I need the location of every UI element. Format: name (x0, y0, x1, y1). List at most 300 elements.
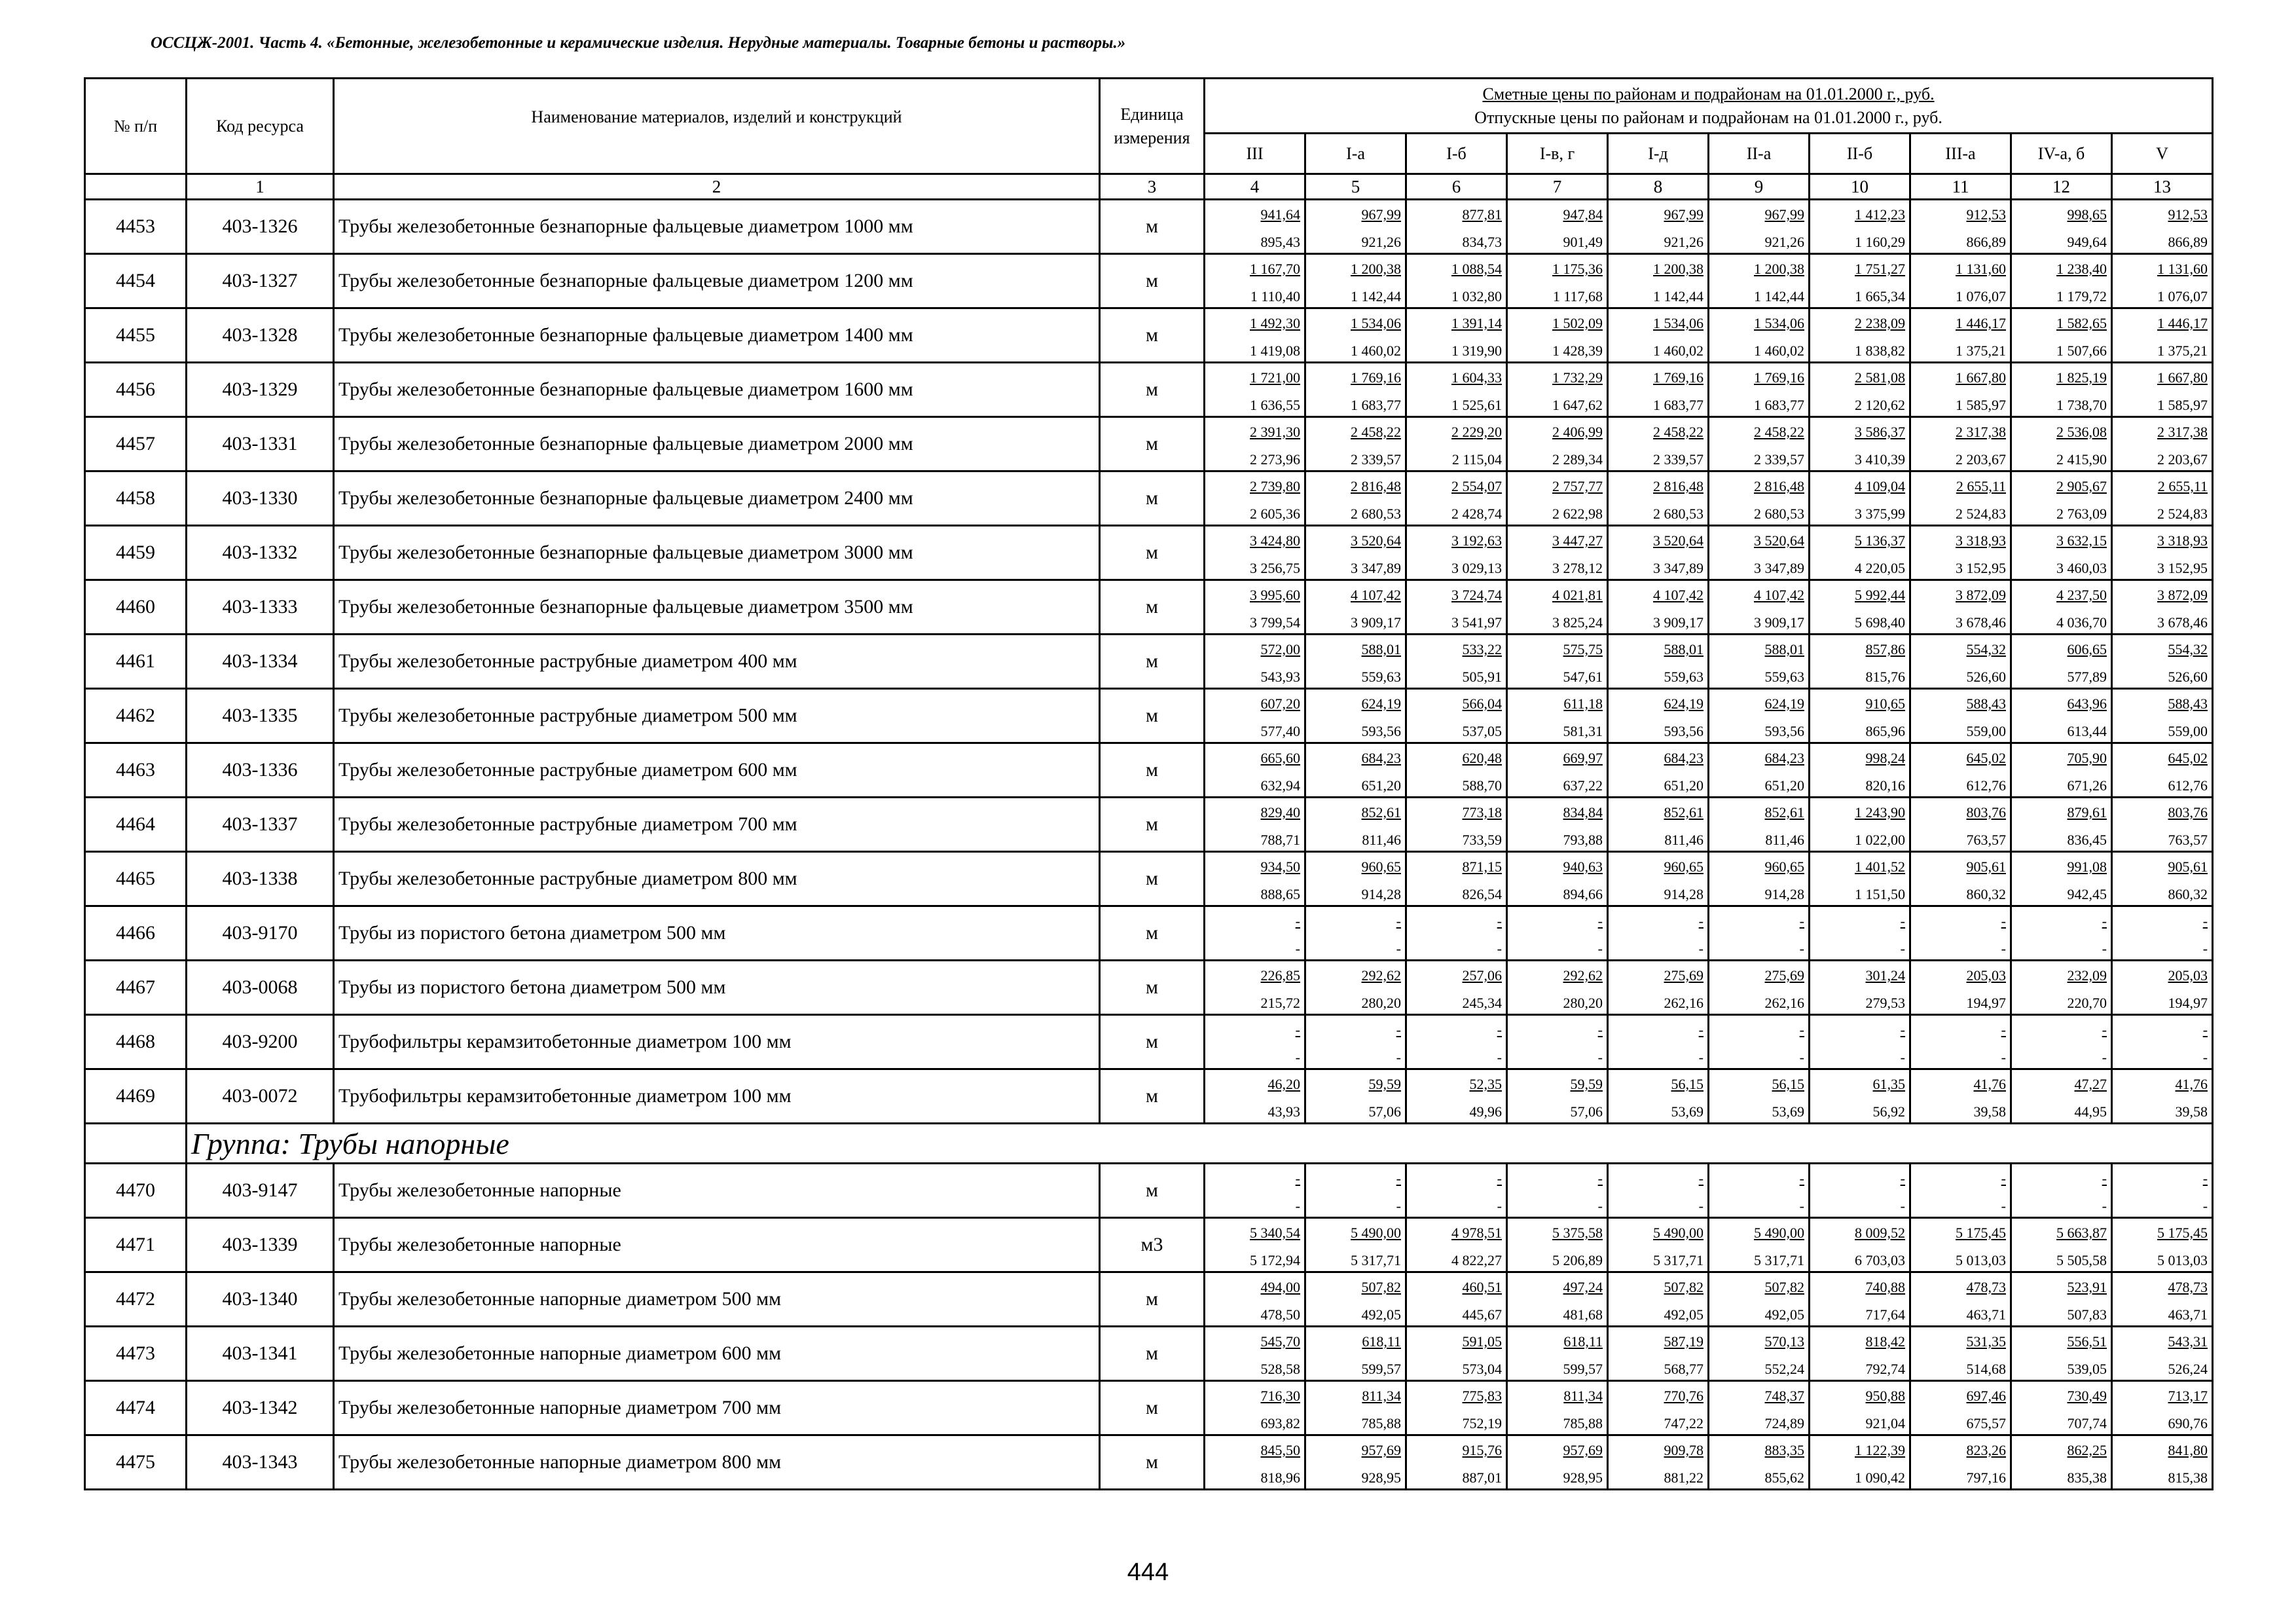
release-price: 2 680,53 (1754, 506, 1804, 522)
release-price: 949,64 (2067, 234, 2107, 250)
release-price: - (2001, 940, 2006, 957)
price-cell (1608, 1435, 1709, 1490)
estimate-price: 909,78 (1664, 1442, 1704, 1458)
table-row (85, 1069, 2213, 1124)
estimate-price: - (2102, 1022, 2107, 1038)
release-price: 44,95 (2074, 1103, 2107, 1120)
price-cell (1305, 743, 1406, 798)
estimate-price: 1 401,52 (1855, 858, 1905, 875)
resource-code: 403-1339 (187, 1218, 334, 1272)
price-cell (2011, 363, 2112, 417)
estimate-price: 748,37 (1764, 1388, 1804, 1404)
release-price: 3 152,95 (2157, 560, 2208, 576)
release-price: 505,91 (1462, 669, 1502, 685)
estimate-price: 1 200,38 (1653, 261, 1704, 277)
estimate-price: 301,24 (1865, 967, 1905, 984)
release-price: 2 680,53 (1351, 506, 1401, 522)
header-num: № п/п (85, 79, 187, 174)
material-name: Трубы железобетонные напорные диаметром 700 мм (334, 1381, 1100, 1435)
estimate-price: 1 175,36 (1552, 261, 1603, 277)
price-cell (1608, 906, 1709, 961)
price-cell (1810, 1015, 1910, 1069)
release-price: 632,94 (1260, 777, 1300, 794)
resource-code: 403-9147 (187, 1164, 334, 1218)
table-row (85, 798, 2213, 852)
resource-code: 403-9170 (187, 906, 334, 961)
row-number: 4466 (85, 906, 187, 961)
material-name: Трубы железобетонные напорные диаметром 800 мм (334, 1435, 1100, 1490)
release-price: - (1799, 940, 1804, 957)
price-cell (2112, 1381, 2213, 1435)
header-price-title (1205, 79, 2213, 134)
unit: м (1100, 363, 1205, 417)
price-cell (1507, 852, 1608, 906)
price-cell (1608, 363, 1709, 417)
estimate-price: 292,62 (1563, 967, 1603, 984)
estimate-price: - (1396, 1170, 1401, 1187)
price-cell (1205, 1272, 1305, 1327)
row-number: 4469 (85, 1069, 187, 1124)
column-number: 4 (1205, 174, 1305, 200)
estimate-price: - (2001, 1170, 2006, 1187)
price-cell (1205, 689, 1305, 743)
release-price: 3 909,17 (1754, 614, 1804, 631)
material-name: Трубы железобетонные безнапорные фальцевые диаметром 3500 мм (334, 580, 1100, 635)
release-price: - (1497, 940, 1502, 957)
estimate-price: 3 424,80 (1250, 532, 1300, 549)
price-cell (1709, 1435, 1810, 1490)
estimate-price: - (1799, 913, 1804, 929)
estimate-price: - (1900, 1170, 1905, 1187)
estimate-price: - (1900, 913, 1905, 929)
price-cell (2011, 852, 2112, 906)
release-price: 690,76 (2168, 1415, 2208, 1431)
estimate-price: 3 520,64 (1351, 532, 1401, 549)
estimate-price: 5 490,00 (1653, 1225, 1704, 1241)
release-price: 39,58 (2175, 1103, 2208, 1120)
estimate-price: 624,19 (1361, 695, 1401, 712)
price-cell (1406, 363, 1507, 417)
price-cell (1507, 798, 1608, 852)
release-price: 1 585,97 (1956, 397, 2006, 413)
estimate-price: 934,50 (1260, 858, 1300, 875)
release-price: - (1396, 1198, 1401, 1214)
price-cell (1608, 526, 1709, 580)
release-price: 2 339,57 (1351, 451, 1401, 468)
estimate-price: - (1597, 1170, 1603, 1187)
release-price: 1 525,61 (1451, 397, 1502, 413)
release-price: - (1497, 1049, 1502, 1065)
release-price: 478,50 (1260, 1306, 1300, 1323)
release-price: 811,46 (1362, 832, 1401, 848)
estimate-price: 1 769,16 (1653, 369, 1704, 386)
release-price: 914,28 (1764, 886, 1804, 902)
price-cell (2112, 1327, 2213, 1381)
release-price: 543,93 (1260, 669, 1300, 685)
estimate-price: 41,76 (1973, 1076, 2006, 1092)
price-cell (2112, 1015, 2213, 1069)
release-price: 1 838,82 (1855, 342, 1905, 359)
table-body (85, 200, 2213, 1490)
release-price: 3 152,95 (1956, 560, 2006, 576)
group-empty-cell (85, 1124, 187, 1164)
estimate-price: 478,73 (2168, 1279, 2208, 1295)
release-price: 537,05 (1462, 723, 1502, 739)
price-cell (1406, 471, 1507, 526)
price-cell (2112, 1164, 2213, 1218)
release-price: 866,89 (2168, 234, 2208, 250)
release-price: 2 763,09 (2056, 506, 2107, 522)
price-cell (1810, 798, 1910, 852)
material-name: Трубы железобетонные напорные диаметром 600 мм (334, 1327, 1100, 1381)
release-price: - (1396, 940, 1401, 957)
price-cell (1406, 1272, 1507, 1327)
price-cell (1709, 254, 1810, 308)
price-cell (1910, 1218, 2011, 1272)
unit: м3 (1100, 1218, 1205, 1272)
price-cell (1507, 1381, 1608, 1435)
estimate-price: 3 318,93 (2157, 532, 2208, 549)
price-cell (2112, 580, 2213, 635)
estimate-price: 716,30 (1260, 1388, 1300, 1404)
price-cell (1507, 1015, 1608, 1069)
estimate-price: 852,61 (1764, 804, 1804, 821)
table-row (85, 852, 2213, 906)
estimate-price: 1 534,06 (1653, 315, 1704, 331)
unit: м (1100, 526, 1205, 580)
table-row (85, 1435, 2213, 1490)
estimate-price: 257,06 (1462, 967, 1502, 984)
column-number: 6 (1406, 174, 1507, 200)
column-number: 7 (1507, 174, 1608, 200)
release-price: 2 428,74 (1451, 506, 1502, 522)
price-cell (2112, 635, 2213, 689)
table-row (85, 635, 2213, 689)
price-cell (2011, 689, 2112, 743)
price-cell (1406, 308, 1507, 363)
price-cell (1406, 1069, 1507, 1124)
release-price: 3 347,89 (1351, 560, 1401, 576)
release-price: 547,61 (1563, 669, 1603, 685)
estimate-price: 533,22 (1462, 641, 1502, 657)
price-cell (1305, 200, 1406, 254)
release-price: 707,74 (2067, 1415, 2107, 1431)
header-name: Наименование материалов, изделий и конструкций (334, 79, 1100, 174)
release-price: 1 179,72 (2056, 288, 2107, 304)
release-price: 4 036,70 (2056, 614, 2107, 631)
price-cell (1205, 798, 1305, 852)
price-cell (2112, 200, 2213, 254)
release-price: 613,44 (2067, 723, 2107, 739)
estimate-price: 5 992,44 (1855, 587, 1905, 603)
estimate-price: 1 769,16 (1754, 369, 1804, 386)
release-price: 1 636,55 (1250, 397, 1300, 413)
release-price: - (2102, 1198, 2107, 1214)
release-price: 588,70 (1462, 777, 1502, 794)
price-cell (1205, 363, 1305, 417)
price-cell (1910, 363, 2011, 417)
price-cell (2011, 798, 2112, 852)
estimate-price: 740,88 (1865, 1279, 1905, 1295)
estimate-price: 2 905,67 (2056, 478, 2107, 494)
estimate-price: 1 721,00 (1250, 369, 1300, 386)
price-cell (1608, 689, 1709, 743)
release-price: 888,65 (1260, 886, 1300, 902)
estimate-price: 618,11 (1563, 1333, 1603, 1350)
price-cell (1810, 200, 1910, 254)
price-cell (1305, 363, 1406, 417)
resource-code: 403-1334 (187, 635, 334, 689)
price-cell (1507, 635, 1608, 689)
estimate-price: - (2102, 1170, 2107, 1187)
release-price: 1 460,02 (1754, 342, 1804, 359)
price-cell (1709, 1272, 1810, 1327)
resource-code: 403-0068 (187, 961, 334, 1015)
estimate-price: 4 109,04 (1855, 478, 1905, 494)
price-cell (1608, 635, 1709, 689)
price-cell (1608, 1327, 1709, 1381)
price-cell (1709, 1218, 1810, 1272)
price-cell (1910, 852, 2011, 906)
estimate-price: 1 131,60 (1956, 261, 2006, 277)
header-estimate-prices: Сметные цены по районам и подрайонам на 01.01.2000 г., руб. (1482, 84, 1935, 104)
row-number: 4473 (85, 1327, 187, 1381)
price-cell (2011, 254, 2112, 308)
price-cell (2112, 743, 2213, 798)
estimate-price: 1 412,23 (1855, 206, 1905, 223)
price-cell (1810, 1272, 1910, 1327)
release-price: 507,83 (2067, 1306, 2107, 1323)
estimate-price: 829,40 (1260, 804, 1300, 821)
release-price: - (1799, 1049, 1804, 1065)
price-cell (2112, 417, 2213, 471)
price-cell (1205, 526, 1305, 580)
material-name: Трубы железобетонные напорные диаметром 500 мм (334, 1272, 1100, 1327)
release-price: 6 703,03 (1855, 1252, 1905, 1268)
estimate-price: 588,01 (1361, 641, 1401, 657)
release-price: 3 375,99 (1855, 506, 1905, 522)
release-price: 792,74 (1865, 1361, 1905, 1377)
material-name: Трубы железобетонные безнапорные фальцевые диаметром 1600 мм (334, 363, 1100, 417)
price-cell (1709, 635, 1810, 689)
estimate-price: 967,99 (1764, 206, 1804, 223)
estimate-price: 523,91 (2067, 1279, 2107, 1295)
price-cell (1709, 1381, 1810, 1435)
unit: м (1100, 1381, 1205, 1435)
release-price: - (2102, 1049, 2107, 1065)
estimate-price: - (1396, 913, 1401, 929)
price-cell (2112, 471, 2213, 526)
release-price: 1 375,21 (2157, 342, 2208, 359)
release-price: 4 822,27 (1451, 1252, 1502, 1268)
release-price: 860,32 (1966, 886, 2006, 902)
material-name: Трубы железобетонные раструбные диаметром 400 мм (334, 635, 1100, 689)
estimate-price: 2 816,48 (1754, 478, 1804, 494)
release-price: 5 013,03 (2157, 1252, 2208, 1268)
price-cell (1305, 798, 1406, 852)
header-region: I-б (1406, 134, 1507, 174)
estimate-price: 1 604,33 (1451, 369, 1502, 386)
price-cell (1709, 308, 1810, 363)
release-price: 1 665,34 (1855, 288, 1905, 304)
release-price: 820,16 (1865, 777, 1905, 794)
price-cell (1709, 689, 1810, 743)
estimate-price: 1 502,09 (1552, 315, 1603, 331)
release-price: 245,34 (1462, 995, 1502, 1011)
release-price: 1 022,00 (1855, 832, 1905, 848)
table-row (85, 689, 2213, 743)
material-name: Трубы железобетонные раструбные диаметром 800 мм (334, 852, 1100, 906)
release-price: 651,20 (1664, 777, 1704, 794)
estimate-price: 1 131,60 (2157, 261, 2208, 277)
release-price: 921,26 (1361, 234, 1401, 250)
price-cell (1507, 1218, 1608, 1272)
release-price: 3 256,75 (1250, 560, 1300, 576)
estimate-price: 2 816,48 (1653, 478, 1704, 494)
estimate-price: 5 490,00 (1754, 1225, 1804, 1241)
release-price: - (1497, 1198, 1502, 1214)
resource-code: 403-1332 (187, 526, 334, 580)
price-cell (2011, 200, 2112, 254)
price-cell (1910, 526, 2011, 580)
price-cell (1305, 417, 1406, 471)
release-price: 2 339,57 (1653, 451, 1704, 468)
estimate-price: 991,08 (2067, 858, 2107, 875)
price-cell (2112, 363, 2213, 417)
price-cell (1910, 1327, 2011, 1381)
release-price: 5 206,89 (1552, 1252, 1603, 1268)
price-cell (1406, 254, 1507, 308)
release-price: 612,76 (2168, 777, 2208, 794)
price-cell (1305, 1218, 1406, 1272)
release-price: 593,56 (1361, 723, 1401, 739)
release-price: 860,32 (2168, 886, 2208, 902)
price-cell (1305, 254, 1406, 308)
estimate-price: 554,32 (2168, 641, 2208, 657)
estimate-price: 205,03 (2168, 967, 2208, 984)
release-price: 865,96 (1865, 723, 1905, 739)
price-cell (1507, 1069, 1608, 1124)
unit: м (1100, 254, 1205, 308)
price-cell (1810, 906, 1910, 961)
unit: м (1100, 689, 1205, 743)
estimate-price: 1 582,65 (2056, 315, 2107, 331)
estimate-price: 645,02 (1966, 750, 2006, 766)
estimate-price: 2 536,08 (2056, 424, 2107, 440)
price-cell (2112, 906, 2213, 961)
release-price: 1 428,39 (1552, 342, 1603, 359)
resource-code: 403-1341 (187, 1327, 334, 1381)
price-cell (2011, 743, 2112, 798)
price-cell (2011, 308, 2112, 363)
estimate-price: - (2202, 913, 2208, 929)
column-number: 12 (2011, 174, 2112, 200)
release-price: 3 278,12 (1552, 560, 1603, 576)
release-price: 747,22 (1664, 1415, 1704, 1431)
release-price: - (1698, 1198, 1704, 1214)
price-cell (1406, 1327, 1507, 1381)
price-cell (1709, 580, 1810, 635)
release-price: 3 678,46 (2157, 614, 2208, 631)
release-price: 56,92 (1872, 1103, 1905, 1120)
unit: м (1100, 635, 1205, 689)
price-cell (1910, 906, 2011, 961)
price-cell (1305, 1381, 1406, 1435)
release-price: 1 419,08 (1250, 342, 1300, 359)
estimate-price: 1 446,17 (2157, 315, 2208, 331)
estimate-price: 967,99 (1361, 206, 1401, 223)
release-price: 57,06 (1570, 1103, 1603, 1120)
estimate-price: 857,86 (1865, 641, 1905, 657)
release-price: 2 415,90 (2056, 451, 2107, 468)
estimate-price: - (1597, 1022, 1603, 1038)
price-cell (1507, 526, 1608, 580)
estimate-price: 4 021,81 (1552, 587, 1603, 603)
release-price: 1 142,44 (1351, 288, 1401, 304)
release-price: 463,71 (1966, 1306, 2006, 1323)
release-price: 5 013,03 (1956, 1252, 2006, 1268)
price-cell (1507, 906, 1608, 961)
price-cell (1810, 1327, 1910, 1381)
estimate-price: 226,85 (1260, 967, 1300, 984)
release-price: - (2102, 940, 2107, 957)
price-cell (1810, 471, 1910, 526)
row-number: 4467 (85, 961, 187, 1015)
release-price: 2 120,62 (1855, 397, 1905, 413)
price-cell (1810, 417, 1910, 471)
release-price: 693,82 (1260, 1415, 1300, 1431)
header-region: III (1205, 134, 1305, 174)
release-price: 928,95 (1563, 1469, 1603, 1486)
release-price: 39,58 (1973, 1103, 2006, 1120)
release-price: 1 738,70 (2056, 397, 2107, 413)
release-price: 1 647,62 (1552, 397, 1603, 413)
release-price: 599,57 (1361, 1361, 1401, 1377)
estimate-price: 773,18 (1462, 804, 1502, 821)
table-row (85, 417, 2213, 471)
price-cell (1709, 852, 1810, 906)
release-price: 815,38 (2168, 1469, 2208, 1486)
release-price: - (1900, 1049, 1905, 1065)
group-title: Группа: Трубы напорные (187, 1124, 2213, 1164)
estimate-price: 803,76 (1966, 804, 2006, 821)
material-name: Трубы железобетонные напорные (334, 1164, 1100, 1218)
estimate-price: 3 520,64 (1754, 532, 1804, 549)
estimate-price: 531,35 (1966, 1333, 2006, 1350)
material-name: Трубофильтры керамзитобетонные диаметром 100 мм (334, 1015, 1100, 1069)
price-cell (1709, 1164, 1810, 1218)
estimate-price: 645,02 (2168, 750, 2208, 766)
price-cell (2011, 1327, 2112, 1381)
price-cell (1910, 1015, 2011, 1069)
estimate-price: 4 107,42 (1653, 587, 1704, 603)
release-price: 818,96 (1260, 1469, 1300, 1486)
price-cell (1608, 743, 1709, 798)
estimate-price: 2 554,07 (1451, 478, 1502, 494)
unit: м (1100, 906, 1205, 961)
estimate-price: 998,24 (1865, 750, 1905, 766)
release-price: 262,16 (1664, 995, 1704, 1011)
header-unit: Единица измерения (1100, 79, 1205, 174)
estimate-price: 957,69 (1563, 1442, 1603, 1458)
price-cell (1810, 580, 1910, 635)
estimate-price: 275,69 (1764, 967, 1804, 984)
table-row (85, 363, 2213, 417)
release-price: 1 110,40 (1250, 288, 1300, 304)
release-price: 43,93 (1267, 1103, 1300, 1120)
row-number: 4464 (85, 798, 187, 852)
estimate-price: 588,01 (1664, 641, 1704, 657)
